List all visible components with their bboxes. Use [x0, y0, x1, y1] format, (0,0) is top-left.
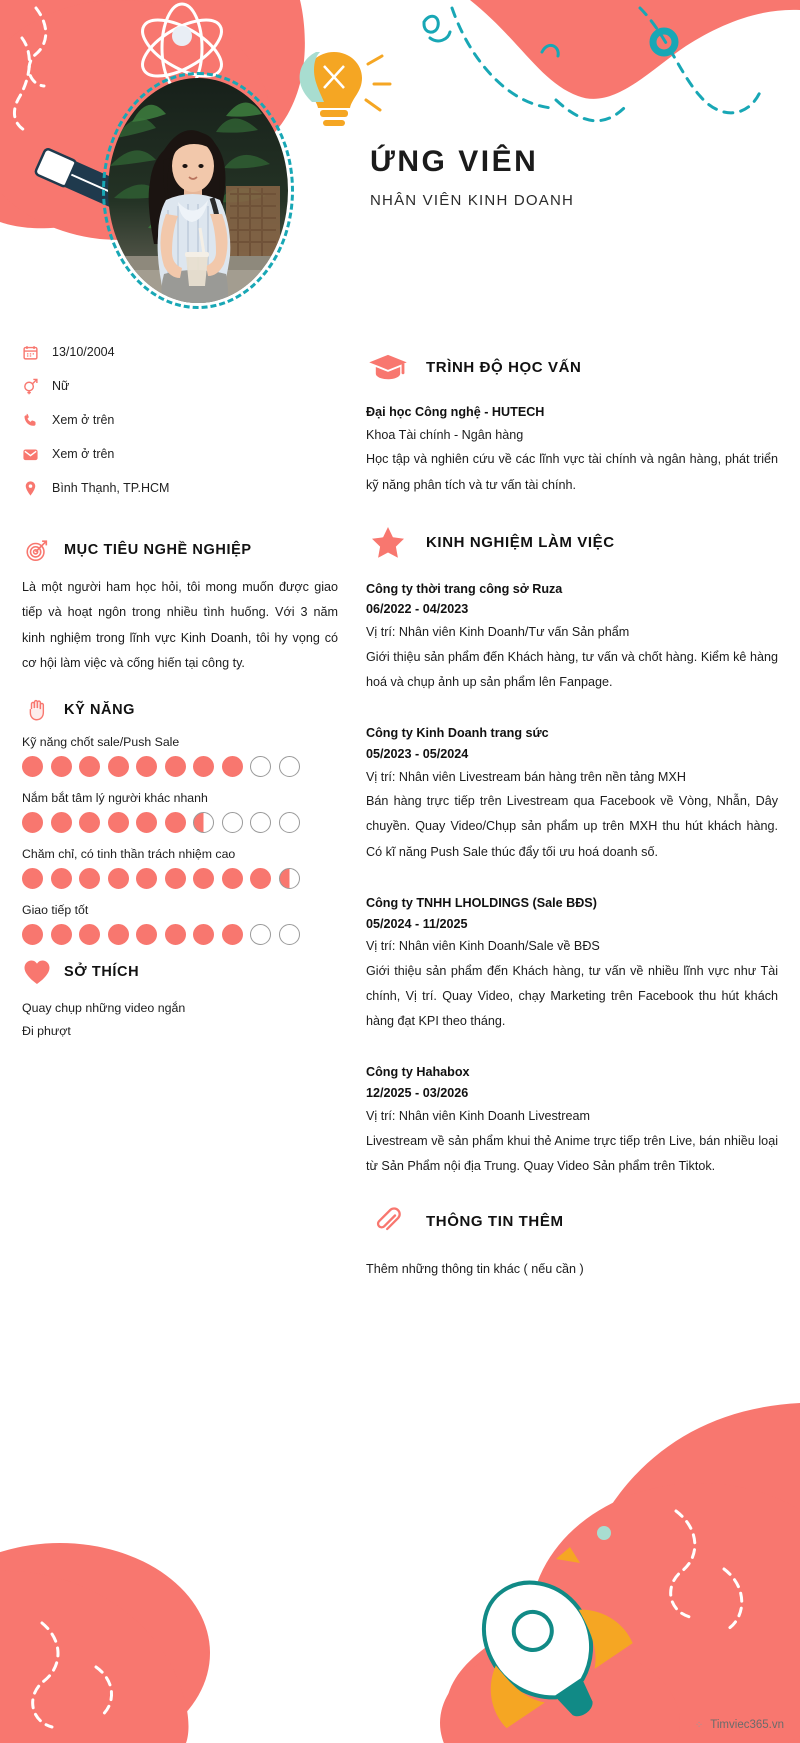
- skill-dot[interactable]: [193, 924, 214, 945]
- skill-dot[interactable]: [51, 812, 72, 833]
- contact-list: [22, 335, 338, 505]
- skill-dot[interactable]: [193, 812, 214, 833]
- contact-value: Nữ: [52, 379, 70, 393]
- skill-dot[interactable]: [136, 756, 157, 777]
- avatar-photo: [108, 78, 288, 303]
- education-description: Học tập và nghiên cứu về các lĩnh vực tài chính và ngân hàng, phát triển kỹ năng phân tích và tư vấn tài chính.: [366, 452, 778, 492]
- position: Vị trí: Nhân viên Kinh Doanh Livestream: [366, 1108, 591, 1123]
- page-title: ỨNG VIÊN: [370, 145, 539, 178]
- section-header-objective: [22, 537, 338, 563]
- employment-period: 05/2023 - 05/2024: [366, 746, 469, 761]
- skill-dot[interactable]: [165, 812, 186, 833]
- skill-label: Chăm chỉ, có tinh thần trách nhiệm cao: [22, 846, 236, 861]
- skill-dot[interactable]: [279, 868, 300, 889]
- skill-dot[interactable]: [51, 924, 72, 945]
- section-header-skills: [22, 697, 338, 723]
- skill-dot[interactable]: [222, 756, 243, 777]
- skill-dot[interactable]: [165, 868, 186, 889]
- skill-dot[interactable]: [136, 924, 157, 945]
- calendar-icon: [22, 344, 52, 361]
- star-icon: [366, 526, 410, 559]
- job-description: Bán hàng trực tiếp trên Livestream qua Facebook về Vòng, Nhẫn, Dây chuyền. Quay Video/Chụp sản phẩm up trên MXH thu hút khách hàng. Có kĩ năng Push Sale thúc đẩy tối ưu hoá doanh số.: [366, 794, 778, 859]
- section-header-additional: [366, 1207, 778, 1237]
- skill-dot[interactable]: [250, 868, 271, 889]
- skill-dot[interactable]: [79, 812, 100, 833]
- employment-period: 06/2022 - 04/2023: [366, 602, 469, 617]
- position: Vị trí: Nhân viên Livestream bán hàng trên nền tảng MXH: [366, 769, 686, 784]
- contact-item-address: [22, 471, 338, 505]
- skill-dot[interactable]: [193, 756, 214, 777]
- skill-dot[interactable]: [165, 924, 186, 945]
- contact-item-phone[interactable]: [22, 403, 338, 437]
- skills-list: [22, 735, 338, 945]
- contact-item-email[interactable]: [22, 437, 338, 471]
- contact-value: Xem ở trên: [52, 447, 115, 461]
- company-name: Công ty thời trang công sở Ruza: [366, 581, 563, 596]
- skill-dot[interactable]: [136, 868, 157, 889]
- skill-dot[interactable]: [79, 924, 100, 945]
- avatar: [108, 78, 288, 303]
- skill-item: [22, 903, 338, 945]
- skill-item: [22, 847, 338, 889]
- position: Vị trí: Nhân viên Kinh Doanh/Tư vấn Sản phẩm: [366, 625, 630, 640]
- employment-period: 12/2025 - 03/2026: [366, 1086, 469, 1101]
- job-description: Giới thiệu sản phẩm đến Khách hàng, tư vấn về nhiều lĩnh vực như Tài chính, Vị trí. Quay Video, chạy Marketing trên Facebook thu hút khách hàng đạt KPI theo tháng.: [366, 963, 778, 1029]
- skill-dot[interactable]: [279, 756, 300, 777]
- company-name: Công ty TNHH LHOLDINGS (Sale BĐS): [366, 895, 597, 910]
- left-column: [22, 335, 338, 1043]
- skill-item: [22, 791, 338, 833]
- target-icon: [22, 537, 52, 563]
- section-title: KỸ NĂNG: [64, 701, 136, 718]
- list-item: Quay chụp những video ngắn: [22, 1000, 186, 1015]
- section-title: TRÌNH ĐỘ HỌC VẤN: [426, 358, 582, 376]
- skill-dot[interactable]: [22, 868, 43, 889]
- school-name: Đại học Công nghệ - HUTECH: [366, 405, 545, 419]
- skill-dot[interactable]: [250, 924, 271, 945]
- section-header-education: [366, 352, 778, 382]
- job-description: Giới thiệu sản phẩm đến Khách hàng, tư vấn và chốt hàng. Kiểm kê hàng hoá và chụp ảnh up sản phẩm lên Fanpage.: [366, 649, 778, 689]
- job-title: NHÂN VIÊN KINH DOANH: [370, 192, 575, 209]
- skill-rating[interactable]: [22, 812, 338, 833]
- paperclip-icon: [366, 1207, 410, 1237]
- experience-entry: [366, 579, 778, 695]
- section-header-experience: [366, 526, 778, 559]
- skill-dot[interactable]: [279, 812, 300, 833]
- section-title: SỞ THÍCH: [64, 963, 140, 980]
- skill-dot[interactable]: [222, 868, 243, 889]
- major: Khoa Tài chính - Ngân hàng: [366, 427, 524, 442]
- skill-rating[interactable]: [22, 868, 338, 889]
- skill-label: Giao tiếp tốt: [22, 902, 89, 917]
- experience-list: [366, 579, 778, 1179]
- skill-dot[interactable]: [22, 812, 43, 833]
- list-item: Đi phượt: [22, 1023, 71, 1038]
- hobbies-list: [22, 997, 338, 1043]
- section-header-hobbies: [22, 959, 338, 985]
- skill-rating[interactable]: [22, 924, 338, 945]
- education-entry: [366, 402, 778, 498]
- email-icon: [22, 446, 52, 463]
- contact-value: Bình Thạnh, TP.HCM: [52, 481, 170, 495]
- position: Vị trí: Nhân viên Kinh Doanh/Sale về BĐS: [366, 939, 600, 954]
- section-title: KINH NGHIỆM LÀM VIỆC: [426, 533, 615, 551]
- experience-entry: [366, 1062, 778, 1178]
- location-pin-icon: [22, 480, 52, 497]
- skill-dot[interactable]: [279, 924, 300, 945]
- skill-dot[interactable]: [193, 868, 214, 889]
- section-title: THÔNG TIN THÊM: [426, 1213, 564, 1231]
- skill-dot[interactable]: [79, 756, 100, 777]
- company-name: Công ty Kinh Doanh trang sức: [366, 726, 549, 741]
- skill-dot[interactable]: [51, 756, 72, 777]
- skill-dot[interactable]: [79, 868, 100, 889]
- job-description: Livestream về sản phẩm khui thẻ Anime trực tiếp trên Live, bán nhiều loại từ Sản Phẩm nội địa Trung. Quay Video Sản phẩm trên Tiktok.: [366, 1133, 778, 1173]
- employment-period: 05/2024 - 11/2025: [366, 916, 468, 931]
- credit-dots-icon: ⁘: [694, 1719, 705, 1731]
- skill-rating[interactable]: [22, 756, 338, 777]
- gender-icon: [22, 378, 52, 395]
- contact-item-birthday: [22, 335, 338, 369]
- contact-item-gender: [22, 369, 338, 403]
- hand-icon: [22, 697, 52, 723]
- skill-label: Kỹ năng chốt sale/Push Sale: [22, 734, 180, 749]
- section-title: MỤC TIÊU NGHỀ NGHIỆP: [64, 542, 252, 558]
- additional-text: Thêm những thông tin khác ( nếu cần ): [366, 1261, 584, 1276]
- skill-dot[interactable]: [250, 756, 271, 777]
- skill-dot[interactable]: [250, 812, 271, 833]
- skill-item: [22, 735, 338, 777]
- experience-entry: [366, 723, 778, 865]
- footer-credit: [695, 1719, 784, 1731]
- graduation-cap-icon: [366, 352, 410, 382]
- company-name: Công ty Hahabox: [366, 1065, 470, 1080]
- skill-label: Nắm bắt tâm lý người khác nhanh: [22, 790, 208, 805]
- skill-dot[interactable]: [222, 924, 243, 945]
- contact-value: Xem ở trên: [52, 413, 115, 427]
- right-column: [366, 330, 778, 1281]
- experience-entry: [366, 893, 778, 1035]
- objective-text: Là một người ham học hỏi, tôi mong muốn được giao tiếp và hoạt ngôn trong nhiều tình huống. Với 3 năm kinh nghiệm trong lĩnh vực Kinh Doanh, tôi hy vọng có cơ hội làm việc và cống hiến tại công ty.: [22, 580, 338, 671]
- credit-text: Timviec365.vn: [710, 1719, 784, 1731]
- name-block: [370, 145, 574, 209]
- heart-icon: [22, 959, 52, 985]
- skill-dot[interactable]: [222, 812, 243, 833]
- skill-dot[interactable]: [108, 756, 129, 777]
- skill-dot[interactable]: [136, 812, 157, 833]
- skill-dot[interactable]: [22, 756, 43, 777]
- skill-dot[interactable]: [22, 924, 43, 945]
- skill-dot[interactable]: [108, 812, 129, 833]
- footer-decoration: [0, 1323, 800, 1743]
- skill-dot[interactable]: [51, 868, 72, 889]
- skill-dot[interactable]: [165, 756, 186, 777]
- phone-icon: [22, 412, 52, 429]
- contact-value: 13/10/2004: [52, 345, 115, 359]
- skill-dot[interactable]: [108, 924, 129, 945]
- skill-dot[interactable]: [108, 868, 129, 889]
